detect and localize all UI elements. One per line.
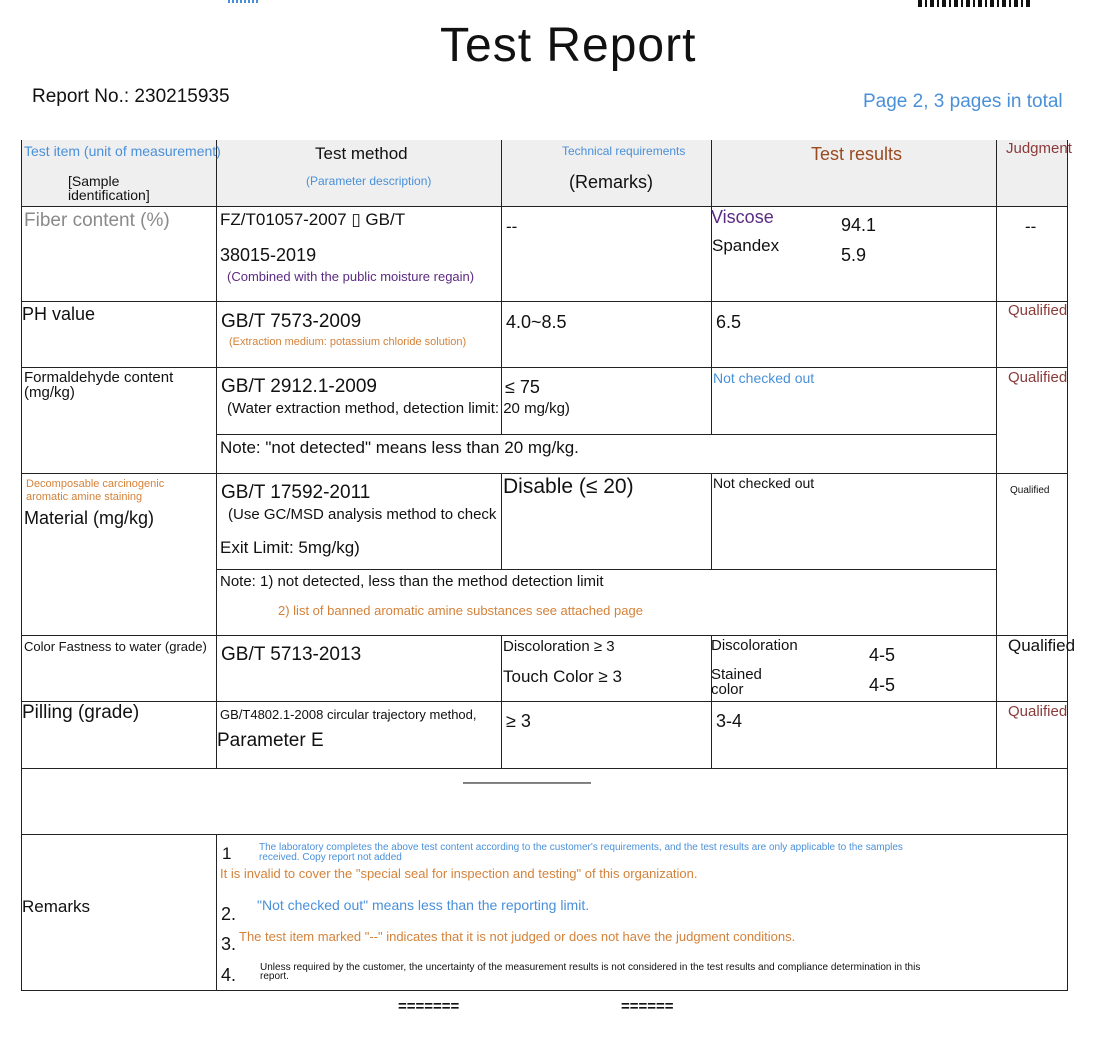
colorfast-req-discoloration: Discoloration ≥ 3 bbox=[503, 638, 615, 655]
amine-note-1: Note: 1) not detected, less than the method detection limit bbox=[220, 573, 604, 590]
header-sample-id: [Sample bbox=[68, 173, 120, 189]
formaldehyde-item-1: Formaldehyde content bbox=[24, 369, 174, 386]
grid-line bbox=[216, 569, 996, 570]
grid-line bbox=[216, 434, 996, 435]
remarks-number-4: 4. bbox=[221, 965, 237, 985]
formaldehyde-item-2: (mg/kg) bbox=[24, 384, 75, 401]
grid-line bbox=[711, 635, 712, 769]
amine-result: Not checked out bbox=[713, 475, 815, 491]
footer-rule-left: ======= bbox=[398, 998, 460, 1015]
colorfast-stained-value: 4-5 bbox=[869, 675, 896, 695]
ph-method: GB/T 7573-2009 bbox=[221, 311, 362, 332]
header-parameter-description: (Parameter description) bbox=[306, 174, 432, 188]
page-title: Test Report bbox=[440, 19, 697, 72]
header-judgment: Judgment bbox=[1006, 140, 1072, 157]
amine-note-2: 2) list of banned aromatic amine substances see attached page bbox=[278, 603, 643, 618]
ph-judgment: Qualified bbox=[1008, 302, 1068, 319]
colorfast-stained-label-1: Stained bbox=[711, 666, 762, 683]
colorfast-req-touch: Touch Color ≥ 3 bbox=[503, 667, 622, 686]
grid-line bbox=[22, 768, 1067, 769]
formaldehyde-note: Note: "not detected" means less than 20 mg/kg. bbox=[220, 438, 579, 457]
pilling-requirement: ≥ 3 bbox=[506, 711, 531, 731]
header-test-method: Test method bbox=[315, 144, 408, 163]
remarks-number-1: 1 bbox=[222, 844, 232, 863]
amine-judgment: Qualified bbox=[1010, 485, 1050, 496]
grid-line bbox=[996, 140, 997, 769]
fiber-requirement: -- bbox=[506, 217, 518, 236]
amine-item-1: Decomposable carcinogenic bbox=[26, 478, 165, 490]
formaldehyde-method-note: (Water extraction method, detection limit: 20 mg/kg) bbox=[227, 400, 570, 417]
remarks-text-2: "Not checked out" means less than the reporting limit. bbox=[257, 897, 590, 913]
amine-requirement: Disable (≤ 20) bbox=[503, 475, 634, 498]
grid-line bbox=[22, 990, 1067, 991]
grid-line bbox=[22, 834, 1067, 835]
grid-line bbox=[501, 473, 502, 570]
fiber-method-1: FZ/T01057-2007 ▯ GB/T bbox=[220, 210, 406, 229]
colorfast-judgment: Qualified bbox=[1008, 636, 1076, 655]
formaldehyde-requirement: ≤ 75 bbox=[505, 377, 540, 397]
fiber-judgment: -- bbox=[1025, 217, 1037, 236]
logo-fragment bbox=[228, 0, 258, 3]
grid-line bbox=[22, 367, 1067, 368]
pilling-judgment: Qualified bbox=[1008, 703, 1068, 720]
ph-item: PH value bbox=[22, 304, 96, 324]
remarks-text-1c: It is invalid to cover the "special seal for inspection and testing" of this organization. bbox=[220, 866, 698, 881]
grid-line bbox=[22, 473, 1067, 474]
pilling-item: Pilling (grade) bbox=[22, 702, 140, 723]
amine-item-3: Material (mg/kg) bbox=[24, 508, 155, 528]
qr-code-fragment bbox=[918, 0, 1030, 7]
grid-line bbox=[22, 635, 1067, 636]
amine-item-2: aromatic amine staining bbox=[26, 491, 143, 503]
grid-line bbox=[711, 140, 712, 435]
grid-line bbox=[22, 701, 1067, 702]
header-sample-id-2: identification] bbox=[68, 187, 150, 203]
header-remarks: (Remarks) bbox=[569, 172, 653, 192]
formaldehyde-result: Not checked out bbox=[713, 370, 815, 386]
header-test-item: Test item (unit of measurement) bbox=[24, 143, 221, 159]
ph-result: 6.5 bbox=[716, 312, 742, 332]
pilling-method-1: GB/T4802.1-2008 circular trajectory method, bbox=[220, 707, 477, 722]
ph-requirement: 4.0~8.5 bbox=[506, 312, 567, 332]
remarks-label: Remarks bbox=[22, 897, 91, 916]
colorfast-discoloration-value: 4-5 bbox=[869, 645, 896, 665]
pilling-method-2: Parameter E bbox=[217, 730, 324, 751]
fiber-viscose-label: Viscose bbox=[711, 207, 774, 227]
footer-rule-right: ====== bbox=[621, 998, 674, 1015]
report-number: Report No.: 230215935 bbox=[32, 86, 230, 107]
remarks-text-4b: report. bbox=[260, 971, 289, 982]
fiber-method-note: (Combined with the public moisture regain) bbox=[227, 269, 475, 284]
ph-method-note: (Extraction medium: potassium chloride solution) bbox=[229, 336, 467, 348]
colorfast-discoloration-label: Discoloration bbox=[711, 637, 798, 654]
colorfast-method: GB/T 5713-2013 bbox=[221, 644, 362, 665]
remarks-text-3: The test item marked "--" indicates that it is not judged or does not have the judgment conditions. bbox=[239, 929, 796, 944]
fiber-spandex-value: 5.9 bbox=[841, 245, 867, 265]
formaldehyde-method: GB/T 2912.1-2009 bbox=[221, 376, 377, 397]
remarks-text-1a: The laboratory completes the above test content according to the customer's requirements, and the test results are only applicable to the samples bbox=[259, 842, 903, 853]
header-technical-requirements: Technical requirements bbox=[562, 144, 686, 158]
amine-method-note-1: (Use GC/MSD analysis method to check bbox=[228, 506, 497, 523]
colorfast-stained-label-2: color bbox=[711, 681, 744, 698]
fiber-method-2: 38015-2019 bbox=[220, 245, 317, 265]
remarks-text-4a: Unless required by the customer, the uncertainty of the measurement results is not considered in the test results and compliance determination in this bbox=[260, 962, 921, 973]
remarks-text-1b: received. Copy report not added bbox=[259, 852, 402, 863]
fiber-spandex-label: Spandex bbox=[712, 236, 780, 255]
pilling-result: 3-4 bbox=[716, 711, 743, 731]
grid-line bbox=[711, 473, 712, 570]
header-test-results: Test results bbox=[811, 144, 903, 164]
formaldehyde-judgment: Qualified bbox=[1008, 369, 1068, 386]
colorfast-item: Color Fastness to water (grade) bbox=[24, 639, 207, 654]
page-info: Page 2, 3 pages in total bbox=[863, 91, 1063, 112]
table-separator: ———————— bbox=[463, 774, 591, 791]
grid-line bbox=[1067, 140, 1068, 991]
fiber-viscose-value: 94.1 bbox=[841, 215, 877, 235]
fiber-item: Fiber content (%) bbox=[24, 210, 170, 231]
amine-method: GB/T 17592-2011 bbox=[221, 482, 371, 503]
grid-line bbox=[216, 140, 217, 769]
remarks-number-2: 2. bbox=[221, 904, 237, 924]
grid-line bbox=[501, 635, 502, 769]
remarks-number-3: 3. bbox=[221, 934, 237, 954]
grid-line bbox=[21, 140, 22, 991]
grid-line bbox=[216, 834, 217, 991]
grid-line bbox=[501, 140, 502, 435]
grid-line bbox=[22, 206, 1067, 207]
grid-line bbox=[22, 301, 1067, 302]
amine-method-note-2: Exit Limit: 5mg/kg) bbox=[220, 538, 360, 557]
